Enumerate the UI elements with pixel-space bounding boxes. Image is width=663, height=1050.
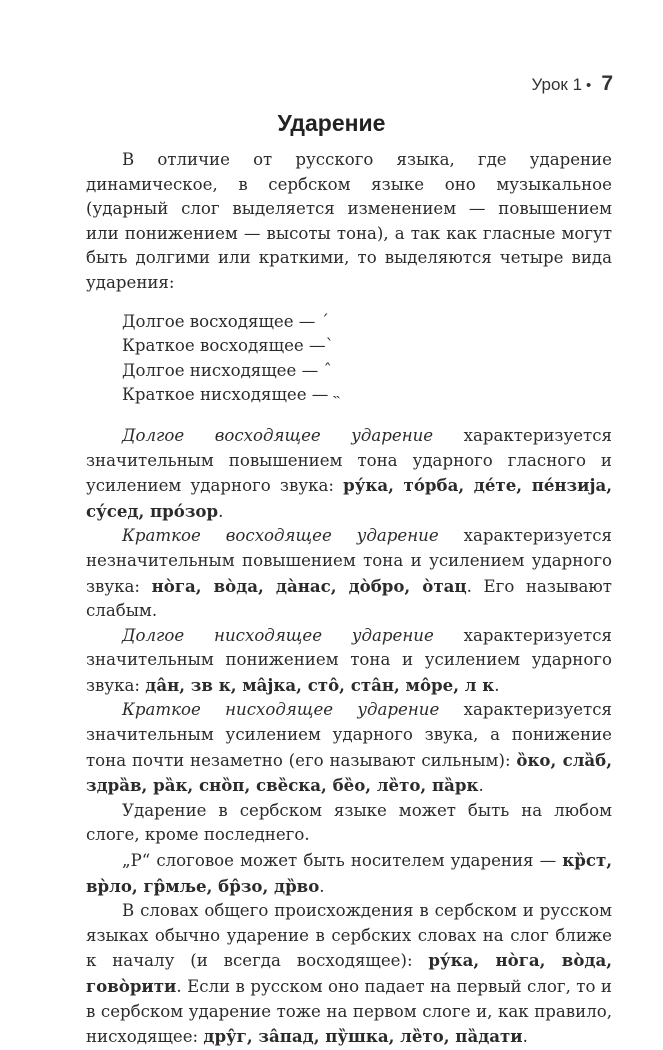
paragraph [86, 524, 612, 623]
section-title: Ударение [277, 110, 386, 136]
italic-term: Краткое нисходящее ударение [122, 700, 440, 720]
text-run: В словах общего происхождения в сербском и русском языках обычно ударение в сербских словах на слог ближе к началу (и всегда восходящее): [86, 901, 612, 971]
text-run: Ударение в сербском языке может быть на любом слоге, кроме последнего. [86, 800, 612, 845]
example-words: дру̂г, за̂пад, пу̏шка, ле̏то, па̏дати [203, 1026, 523, 1047]
page-number: 7 [601, 72, 613, 95]
italic-term: Краткое восходящее ударение [122, 526, 439, 546]
accent-list-item: Долгое восходящее — ´ [122, 311, 329, 331]
paragraph [86, 848, 612, 899]
accent-list-item: Краткое восходящее —` [122, 336, 334, 356]
paragraphs [86, 424, 612, 1050]
text-run: характеризуется значительным усилением ударного звука, а понижение тона почти незаметно (его называют сильным): [86, 700, 612, 770]
text-run: характеризуется незначительным повышением тона и усилением ударного звука: [86, 526, 612, 596]
paragraph [86, 624, 612, 699]
intro-paragraph [86, 148, 612, 296]
text-run: . [522, 1027, 528, 1047]
text-run: . Его называют слабым. [86, 576, 612, 621]
italic-term: Долгое восходящее ударение [122, 425, 434, 445]
paragraph [86, 799, 612, 848]
example-words: о̏ко, сла̏б, здра̏в, ра̏к, сно̏п, све̏ска, бе̏о, ле̏то, па̏рк [86, 749, 613, 796]
running-header [531, 72, 613, 96]
text-run: „Р“ слоговое может быть носителем ударения — [122, 851, 563, 871]
text-run: . [494, 675, 500, 695]
accent-list-item: Долгое нисходящее — ˆ [122, 360, 332, 380]
text-run: . [218, 501, 224, 521]
text-run: В отличие от русского языка, где ударение динамическое, в сербском языке оно музыкальное (ударный слог выделяется изменением — повышением или понижением — высоты тона), а так как гласные могут быть долгими или краткими, то выделяются четыре вида ударения: [86, 150, 612, 292]
italic-term: Долгое нисходящее ударение [122, 625, 434, 645]
example-words: но̀га, во̀да, да̀нас, до̀бро, о̀тац [151, 575, 467, 596]
example-words: ру́ка, то́рба, де́те, пе́нзија, су́сед, про́зор [86, 475, 612, 521]
paragraph [86, 424, 612, 524]
example-words: да̂н, зв к, ма̂јка, сто̂, ста̂н, мо̂ре, л к [145, 674, 495, 695]
text-run: . Если в русском оно падает на первый слог, то и в сербском ударение тоже на первом слоге и, как правило, нисходящее: [86, 977, 612, 1047]
chapter-label: Урок 1 [531, 75, 583, 94]
bullet-separator: • [586, 77, 592, 94]
paragraph [86, 899, 612, 1050]
paragraph [86, 698, 612, 798]
accent-list [122, 310, 612, 408]
text-run: характеризуется значительным понижением тона и усилением ударного звука: [86, 625, 612, 695]
example-words: кр̏ст, вр̀ло, гр̂мље, бр̂зо, др̏во [86, 850, 612, 896]
accent-list-item: Краткое нисходящее — ˵ [122, 385, 340, 405]
example-words: ру́ка, но̀га, во̀да, гово̀рити [86, 950, 612, 996]
text-run: . [319, 876, 325, 896]
text-run: . [478, 776, 484, 796]
text-run: характеризуется значительным повышением тона ударного гласного и усилением ударного звука: [86, 425, 612, 496]
body-text [86, 148, 612, 1050]
